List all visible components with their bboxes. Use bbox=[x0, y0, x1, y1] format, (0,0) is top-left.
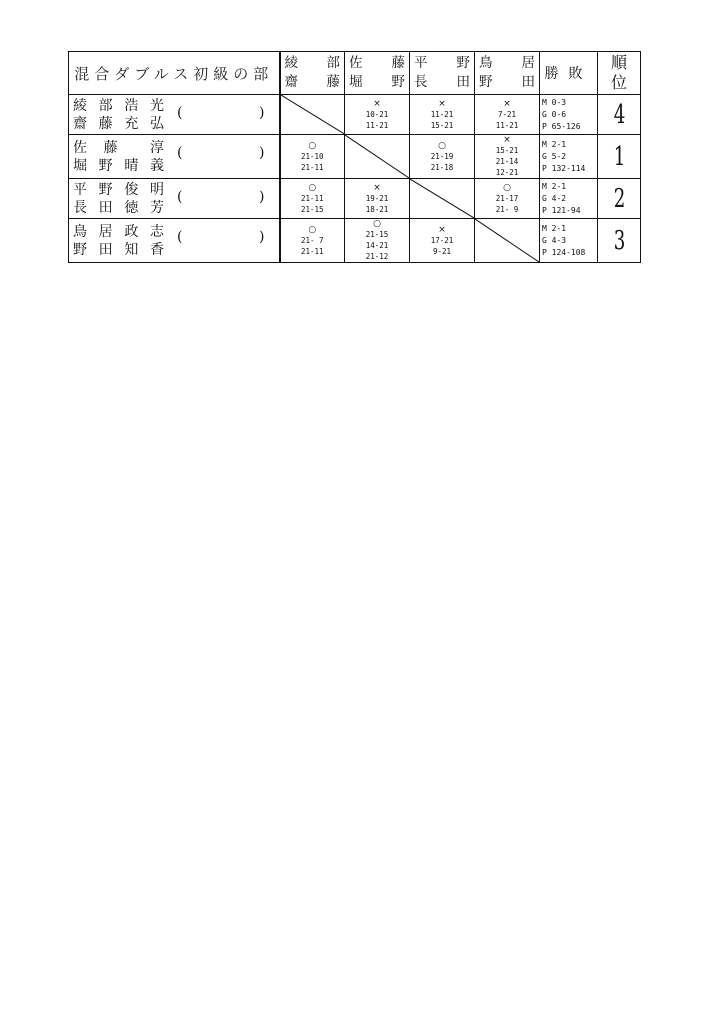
player-row bbox=[69, 95, 641, 135]
player-row bbox=[69, 135, 641, 179]
league-table bbox=[68, 51, 641, 263]
player-row bbox=[69, 179, 641, 219]
table-title: 混合ダブルス初級の部 bbox=[69, 52, 280, 95]
rank-value: 4 bbox=[604, 95, 634, 135]
match-result: × 10-21 11-21 bbox=[345, 95, 410, 135]
opponent-header-3: 平 野 長 田 bbox=[410, 52, 475, 95]
header-row bbox=[69, 52, 641, 95]
player-name-cell: 綾 部 浩 光 齋 藤 充 弘 ( ) bbox=[69, 95, 280, 135]
player-name-cell: 佐 藤 淳 堀 野 晴 義 ( ) bbox=[69, 135, 280, 179]
player-name-cell: 平 野 俊 明 長 田 徳 芳 ( ) bbox=[69, 179, 280, 219]
match-result: ○ 21-17 21- 9 bbox=[475, 179, 540, 219]
match-result: × 19-21 18-21 bbox=[345, 179, 410, 219]
diagonal-cell bbox=[475, 219, 540, 263]
opponent-header-4: 鳥 居 野 田 bbox=[475, 52, 540, 95]
match-result: ○ 21-10 21-11 bbox=[280, 135, 345, 179]
win-loss-stats: M 2-1 G 4-3 P 124-108 bbox=[540, 219, 598, 263]
diagonal-cell bbox=[410, 179, 475, 219]
opponent-header-2: 佐 藤 堀 野 bbox=[345, 52, 410, 95]
match-result: ○ 21-19 21-18 bbox=[410, 135, 475, 179]
diagonal-cell bbox=[345, 135, 410, 179]
rank-value: 2 bbox=[604, 179, 634, 219]
match-result: ○ 21-15 14-21 21-12 bbox=[345, 219, 410, 263]
win-loss-stats: M 2-1 G 5-2 P 132-114 bbox=[540, 135, 598, 179]
match-result: ○ 21-11 21-15 bbox=[280, 179, 345, 219]
rank-value: 3 bbox=[604, 219, 634, 263]
opponent-header-1: 綾 部 齋 藤 bbox=[280, 52, 345, 95]
match-result: × 15-21 21-14 12-21 bbox=[475, 135, 540, 179]
win-loss-stats: M 0-3 G 0-6 P 65-126 bbox=[540, 95, 598, 135]
player-row bbox=[69, 219, 641, 263]
match-result: × 11-21 15-21 bbox=[410, 95, 475, 135]
match-result: × 17-21 9-21 bbox=[410, 219, 475, 263]
diagonal-cell bbox=[280, 95, 345, 135]
win-loss-stats: M 2-1 G 4-2 P 121-94 bbox=[540, 179, 598, 219]
match-result: ○ 21- 7 21-11 bbox=[280, 219, 345, 263]
win-loss-header: 勝敗 bbox=[540, 52, 598, 95]
rank-header: 順 位 bbox=[598, 52, 641, 95]
player-name-cell: 鳥 居 政 志 野 田 知 香 ( ) bbox=[69, 219, 280, 263]
match-result: × 7-21 11-21 bbox=[475, 95, 540, 135]
rank-value: 1 bbox=[604, 135, 634, 179]
